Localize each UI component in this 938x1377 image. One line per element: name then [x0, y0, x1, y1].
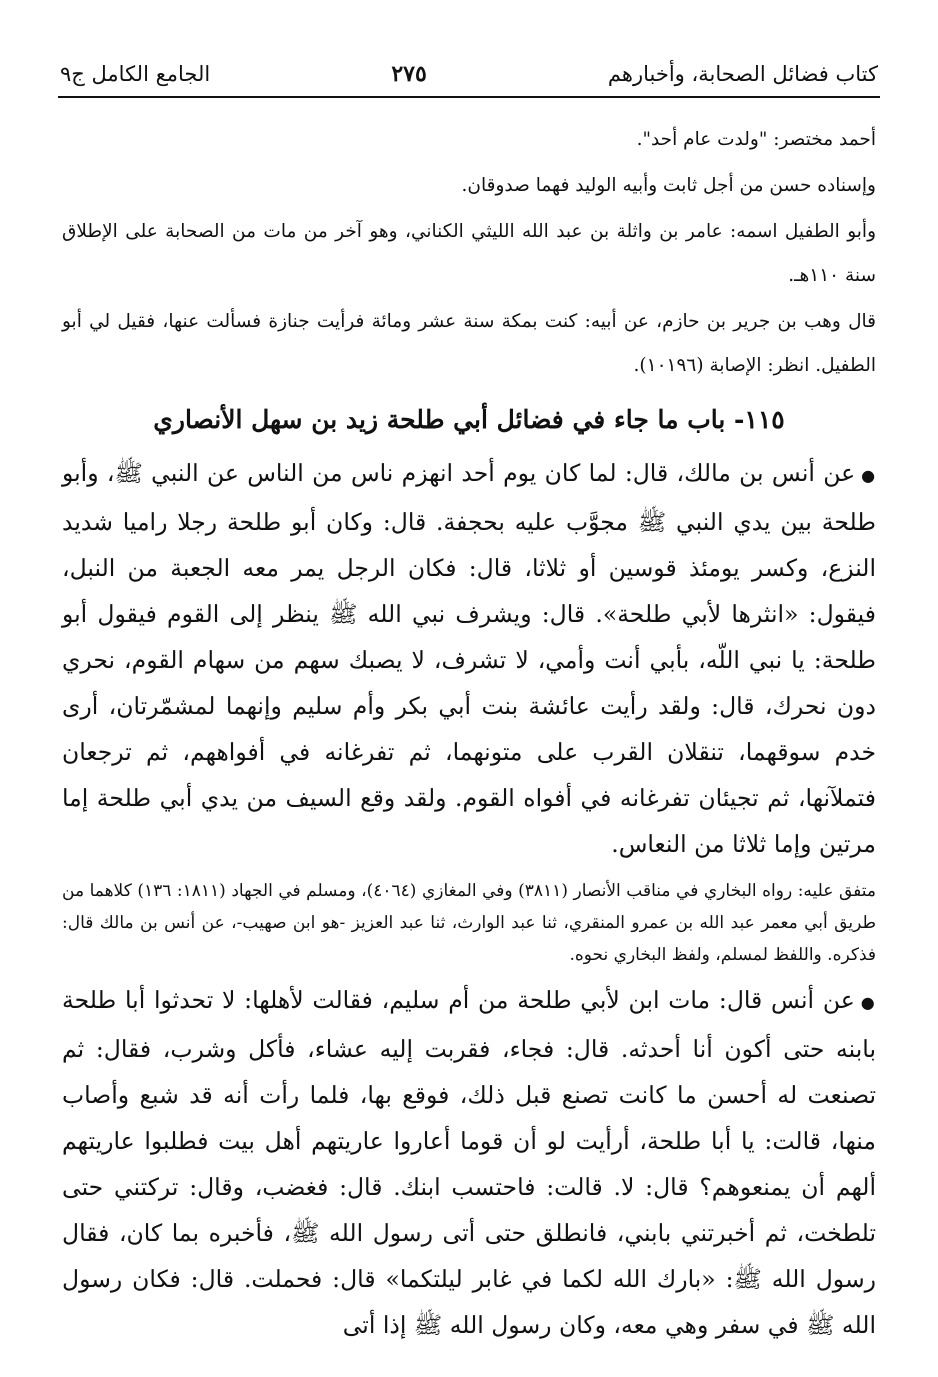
hadith-text: عن أنس قال: مات ابن لأبي طلحة من أم سليم، فقالت لأهلها: لا تحدثوا أبا طلحة بابنه حتى أكون أنا أحدثه. قال: فجاء، فقربت إليه عشاء، فأكل وشرب، فقال: ثم تصنعت له أحسن ما كانت تصنع قبل ذلك، فوقع بها، فلما رأت أنه قد شبع وأصاب منها، قالت: يا أبا طلحة، أرأيت لو أن قوما أعاروا عاريتهم أهل بيت فطلبوا عاريتهم ألهم أن يمنعوهم؟ قال: لا. قالت: فاحتسب ابنك. قال: فغضب، وقال: تركتني حتى تلطخت، ثم أخبرتني بابني، فانطلق حتى أتى رسول الله ﷺ، فأخبره بما كان، فقال رسول الله ﷺ: «بارك الله لكما في غابر ليلتكما» قال: فحملت. قال: فكان رسول الله ﷺ في سفر وهي معه، وكان رسول الله ﷺ إذا أتى — [62, 986, 876, 1339]
volume-title: الجامع الكامل ج٩ — [60, 62, 211, 86]
book-section-title: كتاب فضائل الصحابة، وأخبارهم — [607, 62, 878, 86]
running-header — [60, 56, 878, 92]
note-paragraph: قال وهب بن جرير بن حازم، عن أبيه: كنت بمكة سنة عشر ومائة فرأيت جنازة فسألت عنها، فقيل لي أبو الطفيل. انظر: الإصابة (١٠١٩٦). — [62, 311, 876, 376]
source-note: متفق عليه: رواه البخاري في مناقب الأنصار (٣٨١١) وفي المغازي (٤٠٦٤)، ومسلم في الجهاد (١٨١١: ١٣٦) كلاهما من طريق أبي معمر عبد الله بن عمرو المنقري، ثنا عبد الوارث، ثنا عبد العزيز -هو ابن صهيب-، عن أنس بن مالك قال: فذكره. واللفظ لمسلم، ولفظ البخاري نحوه. — [62, 881, 876, 965]
header-rule — [58, 96, 880, 98]
page-content — [62, 118, 876, 1348]
note-paragraph: وأبو الطفيل اسمه: عامر بن واثلة بن عبد الله الليثي الكناني، وهو آخر من مات من الصحابة على الإطلاق سنة ١١٠هـ. — [62, 221, 876, 286]
hadith-paragraph — [62, 450, 876, 867]
note-paragraph: وإسناده حسن من أجل ثابت وأبيه الوليد فهما صدوقان. — [461, 175, 876, 196]
note-paragraph: أحمد مختصر: "ولدت عام أحد". — [636, 129, 876, 150]
bullet-icon: ● — [861, 466, 876, 485]
hadith-text: عن أنس بن مالك، قال: لما كان يوم أحد انهزم ناس من الناس عن النبي ﷺ، وأبو طلحة بين يدي النبي ﷺ مجوَّب عليه بحجفة. قال: وكان أبو طلحة رجلا راميا شديد النزع، وكسر يومئذ قوسين أو ثلاثا، قال: فكان الرجل يمر معه الجعبة من النبل، فيقول: «انثرها لأبي طلحة». قال: ويشرف نبي الله ﷺ ينظر إلى القوم فيقول أبو طلحة: يا نبي اللّه، بأبي أنت وأمي، لا تشرف، لا يصبك سهم من سهام القوم، نحري دون نحرك، قال: ولقد رأيت عائشة بنت أبي بكر وأم سليم وإنهما لمشمّرتان، أرى خدم سوقهما، تنقلان القرب على متونهما، ثم تفرغانه في أفواههم، ثم ترجعان فتملآنها، ثم تجيئان تفرغانه في أفواه القوم. ولقد وقع السيف من يدي أبي طلحة إما مرتين وإما ثلاثا من النعاس. — [62, 459, 877, 858]
bullet-icon: ● — [860, 993, 876, 1012]
page-number: ٢٧٥ — [391, 61, 427, 87]
hadith-paragraph — [62, 977, 876, 1348]
section-heading: ١١٥- باب ما جاء في فضائل أبي طلحة زيد بن سهل الأنصاري — [153, 405, 785, 434]
